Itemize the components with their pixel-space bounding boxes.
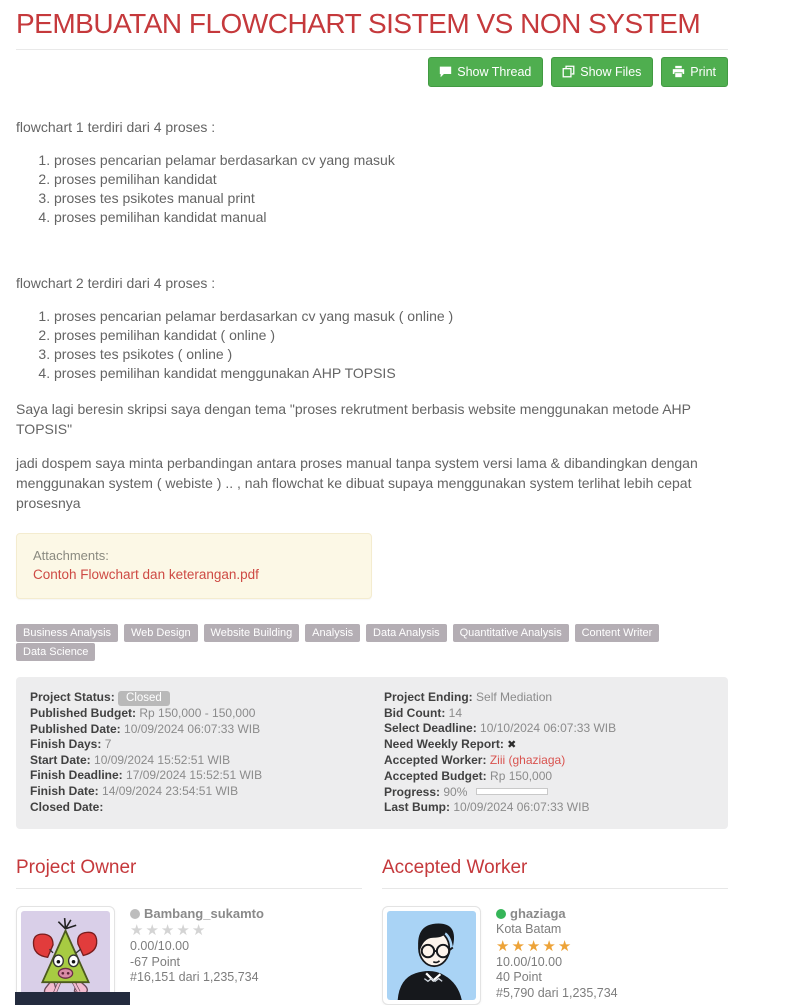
detail-row-start-date [30, 753, 372, 769]
star-filled-icon: ★ [511, 937, 527, 955]
star-filled-icon: ★ [526, 937, 543, 955]
project-owner-heading: Project Owner [16, 857, 362, 889]
worker-location: Kota Batam [496, 922, 562, 937]
detail-label: Accepted Worker: [384, 753, 487, 768]
detail-value: 17/09/2024 15:52:51 WIB [126, 768, 263, 783]
tag-content-writer[interactable]: Content Writer [575, 624, 660, 642]
details-left-column [30, 690, 372, 816]
footer-bar [15, 992, 130, 1005]
worker-rank: #5,790 dari 1,235,734 [496, 985, 618, 1000]
worker-username-link[interactable]: ghaziaga [510, 905, 566, 921]
detail-row-project-status [30, 690, 372, 706]
show-thread-button[interactable] [428, 57, 543, 87]
details-right-column [372, 690, 714, 816]
star-empty-icon: ★ [145, 922, 161, 940]
detail-value: 10/10/2024 06:07:33 WIB [480, 721, 617, 736]
detail-value: 7 [104, 737, 112, 752]
flowchart2-list [16, 307, 728, 383]
detail-label: Start Date: [30, 752, 91, 767]
detail-row-finish-date [30, 784, 372, 800]
toolbar [16, 57, 728, 85]
worker-avatar-image [387, 911, 476, 1000]
owner-avatar[interactable] [16, 906, 115, 1005]
attachment-file-link[interactable]: Contoh Flowchart dan keterangan.pdf [33, 567, 259, 582]
files-copy-icon [562, 65, 580, 79]
project-owner-section [16, 857, 362, 1005]
star-empty-icon: ★ [191, 922, 208, 940]
description-paragraph: jadi dospem saya minta perbandingan antara proses manual tanpa system versi lama & dibandingkan dengan menggunakan system ( webiste ) .. , nah flowchat ke dibuat supaya menggunakan system terlihat lebih cepat prosesnya [16, 455, 698, 511]
owner-avatar-image [21, 911, 110, 1000]
show-files-button[interactable] [551, 57, 653, 87]
star-empty-icon: ★ [160, 922, 177, 940]
detail-label: Finish Days: [30, 737, 102, 752]
detail-label: Need Weekly Report: [384, 736, 504, 751]
owner-username-link[interactable]: Bambang_sukamto [144, 905, 264, 921]
progress-bar [476, 788, 548, 795]
owner-rank: #16,151 dari 1,235,734 [130, 970, 259, 985]
tag-website-building[interactable]: Website Building [204, 624, 300, 642]
owner-star-rating [130, 922, 264, 939]
detail-value: 14/09/2024 23:54:51 WIB [102, 783, 239, 798]
speech-bubble-icon [439, 65, 457, 79]
star-filled-icon: ★ [557, 937, 574, 955]
detail-value: 10/09/2024 06:07:33 WIB [124, 721, 261, 736]
worker-rating: 10.00/10.00 [496, 954, 563, 969]
worker-star-rating [496, 938, 618, 955]
detail-row-finish-days [30, 737, 372, 753]
detail-row-closed-date [30, 800, 372, 816]
detail-value: Rp 150,000 - 150,000 [139, 706, 256, 720]
worker-points: 40 Point [496, 970, 542, 985]
progress-value: 90% [443, 784, 468, 799]
list-item: 2. proses pemilihan kandidat ( online ) [54, 326, 728, 345]
detail-row-accepted-worker [384, 753, 714, 769]
detail-value: Rp 150,000 [490, 768, 553, 783]
show-thread-label: Show Thread [457, 65, 532, 79]
print-label: Print [690, 65, 716, 79]
detail-label: Project Status: [30, 690, 115, 704]
flowchart1-list [16, 151, 728, 227]
detail-label: Published Budget: [30, 706, 136, 720]
tag-data-science[interactable]: Data Science [16, 643, 95, 661]
detail-value: 10/09/2024 06:07:33 WIB [453, 800, 590, 815]
tag-quantitative-analysis[interactable]: Quantitative Analysis [453, 624, 569, 642]
star-empty-icon: ★ [130, 922, 146, 940]
owner-info [130, 906, 264, 1005]
show-files-label: Show Files [580, 65, 642, 79]
detail-value: 14 [448, 705, 463, 720]
accepted-worker-heading: Accepted Worker [382, 857, 728, 889]
detail-value: 10/09/2024 15:52:51 WIB [94, 752, 231, 767]
list-item: 3. proses tes psikotes manual print [54, 189, 728, 208]
skill-tags [16, 623, 728, 661]
detail-row-published-budget [30, 706, 372, 722]
list-item: 1. proses pencarian pelamar berdasarkan cv yang masuk ( online ) [54, 307, 728, 326]
tag-data-analysis[interactable]: Data Analysis [366, 624, 447, 642]
detail-value: Self Mediation [476, 690, 553, 704]
offline-status-dot [130, 909, 140, 919]
list-item: 3. proses tes psikotes ( online ) [54, 345, 728, 364]
detail-row-last-bump [384, 800, 714, 816]
owner-rating: 0.00/10.00 [130, 939, 190, 954]
detail-label: Bid Count: [384, 705, 446, 720]
detail-label: Last Bump: [384, 800, 450, 815]
tag-analysis[interactable]: Analysis [305, 624, 360, 642]
detail-row-need-weekly-report [384, 737, 714, 754]
worker-info [496, 906, 618, 1005]
page-title: PEMBUATAN FLOWCHART SISTEM VS NON SYSTEM [16, 8, 728, 50]
detail-row-published-date [30, 722, 372, 738]
detail-row-select-deadline [384, 721, 714, 737]
project-details-panel [16, 677, 728, 829]
list-item: 4. proses pemilihan kandidat manual [54, 208, 728, 227]
attachments-label: Attachments: [33, 548, 109, 563]
star-empty-icon: ★ [176, 922, 192, 940]
detail-label: Progress: [384, 784, 441, 799]
accepted-worker-link[interactable]: Ziii (ghaziaga) [489, 753, 566, 768]
people-section [16, 857, 728, 1005]
worker-avatar[interactable] [382, 906, 481, 1005]
detail-label: Select Deadline: [384, 721, 477, 736]
owner-points: -67 Point [130, 954, 181, 969]
flowchart2-intro: flowchart 2 terdiri dari 4 proses : [16, 275, 216, 291]
detail-label: Closed Date: [30, 799, 104, 814]
description-paragraph: Saya lagi beresin skripsi saya dengan tema "proses rekrutment berbasis website menggunakan metode AHP TOPSIS" [16, 401, 691, 437]
detail-row-bid-count [384, 706, 714, 722]
tag-business-analysis[interactable]: Business Analysis [16, 624, 118, 642]
tag-web-design[interactable]: Web Design [124, 624, 198, 642]
printer-icon [672, 65, 690, 79]
detail-row-accepted-budget [384, 769, 714, 785]
detail-label: Project Ending: [384, 690, 473, 704]
project-page [16, 8, 728, 1005]
list-item: 1. proses pencarian pelamar berdasarkan cv yang masuk [54, 151, 728, 170]
detail-label: Accepted Budget: [384, 768, 487, 783]
detail-label: Finish Date: [30, 783, 99, 798]
detail-row-progress [384, 785, 714, 801]
online-status-dot [496, 909, 506, 919]
flowchart1-intro: flowchart 1 terdiri dari 4 proses : [16, 119, 216, 135]
detail-label: Finish Deadline: [30, 768, 123, 783]
detail-label: Published Date: [30, 721, 121, 736]
list-item: 2. proses pemilihan kandidat [54, 170, 728, 189]
project-description [16, 117, 728, 513]
accepted-worker-section [382, 857, 728, 1005]
attachments-panel [16, 533, 372, 599]
list-item: 4. proses pemilihan kandidat menggunakan AHP TOPSIS [54, 364, 728, 383]
x-mark-icon: ✖ [507, 738, 517, 751]
detail-row-project-ending [384, 690, 714, 706]
status-badge: Closed [118, 691, 170, 706]
print-button[interactable] [661, 57, 728, 87]
star-filled-icon: ★ [496, 937, 512, 955]
detail-row-finish-deadline [30, 768, 372, 784]
star-filled-icon: ★ [542, 937, 558, 955]
